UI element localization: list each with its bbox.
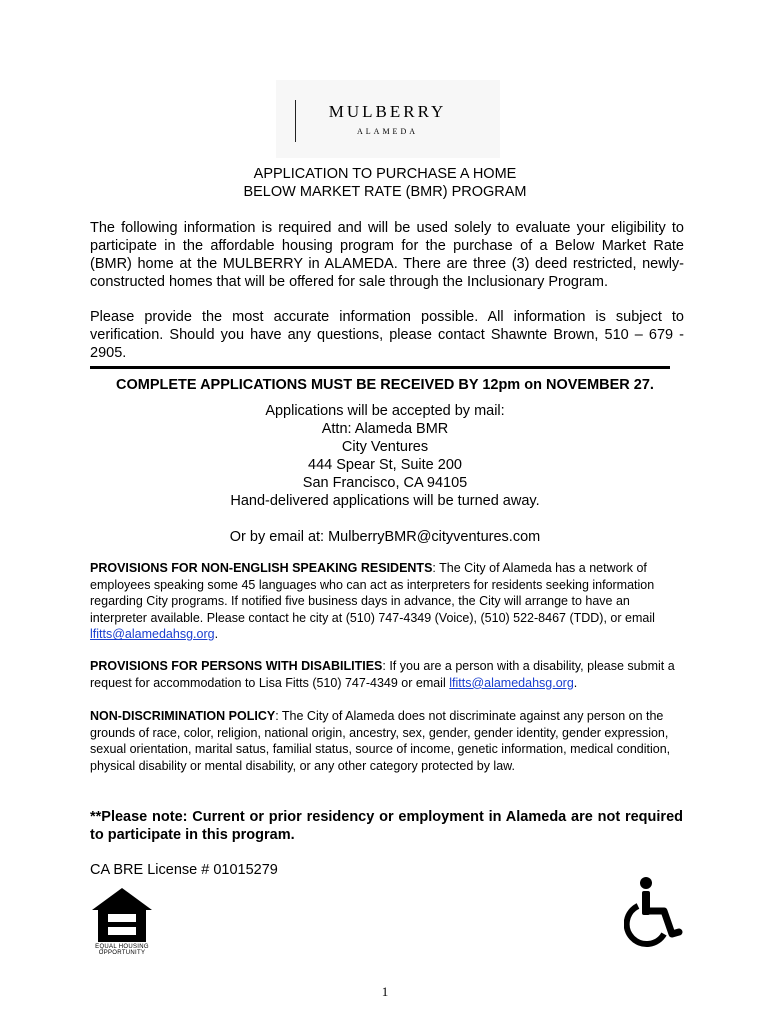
provisions-language-text: : The City of Alameda has a network of employees speaking some 45 languages who can act as interpreters for residents seeking information regarding City programs. If notified five business days in advance, the City will arrange to have an interpreter available. Please contact he city at (510) 747-4349 (Voice), (510) 522-8467 (TDD), or email	[90, 561, 655, 625]
nondiscrimination-text: : The City of Alameda does not discriminate against any person on the grounds of race, color, religion, national origin, ancestry, sex, gender, gender identity, gender expression, sexual orientation, marital satus, familial status, source of income, genetic information, medical condition, physical disability or mental disability, or any other category protected by law.	[90, 709, 671, 773]
logo-name: MULBERRY	[328, 102, 447, 121]
mail-company: City Ventures	[341, 439, 429, 455]
provisions-language-end: .	[214, 627, 219, 642]
provisions-language-email-link[interactable]: lfitts@alamedahsg.org	[90, 627, 215, 642]
provisions-disabilities-end: .	[573, 675, 578, 690]
mail-attn: Attn: Alameda BMR	[321, 421, 449, 437]
nondiscrimination-policy	[90, 708, 680, 774]
license-number: CA BRE License # 01015279	[90, 862, 278, 878]
deadline-notice: COMPLETE APPLICATIONS MUST BE RECEIVED BY 12pm on NOVEMBER 27.	[116, 377, 654, 393]
logo-subtitle: ALAMEDA	[357, 127, 418, 136]
equal-housing-label: EQUAL HOUSING OPPORTUNITY	[95, 944, 149, 956]
provisions-language-heading: PROVISIONS FOR NON-ENGLISH SPEAKING RESIDENTS	[90, 561, 433, 575]
mail-intro: Applications will be accepted by mail:	[265, 403, 505, 419]
verification-paragraph: Please provide the most accurate information possible. All information is subject to verification. Should you have any questions, please contact Shawnte Brown, 510 – 679 - 2905.	[90, 309, 684, 361]
provisions-disabilities-email-link[interactable]: lfitts@alamedahsg.org	[449, 675, 574, 690]
title-line-2: BELOW MARKET RATE (BMR) PROGRAM	[243, 184, 527, 200]
logo-divider	[295, 100, 296, 142]
hand-delivery-notice: Hand-delivered applications will be turned away.	[230, 493, 540, 509]
wheelchair-accessibility-icon	[624, 876, 684, 948]
nondiscrimination-heading: NON-DISCRIMINATION POLICY	[90, 709, 276, 723]
email-instruction: Or by email at: MulberryBMR@cityventures.com	[229, 529, 541, 545]
mail-city: San Francisco, CA 94105	[302, 475, 468, 491]
residency-note: **Please note: Current or prior residency or employment in Alameda are not required to participate in this program.	[90, 809, 683, 843]
mail-street: 444 Spear St, Suite 200	[308, 457, 462, 473]
equal-housing-opportunity-icon	[90, 886, 154, 944]
page-number: 1	[381, 984, 389, 999]
provisions-language	[90, 560, 680, 643]
section-divider	[90, 366, 670, 369]
provisions-disabilities	[90, 658, 680, 691]
provisions-disabilities-text: : If you are a person with a disability, please submit a request for accommodation to Lisa Fitts (510) 747-4349 or email	[90, 659, 675, 690]
intro-paragraph: The following information is required and will be used solely to evaluate your eligibility to participate in the affordable housing program for the purchase of a Below Market Rate (BMR) home at the MULBERRY in ALAMEDA. There are three (3) deed restricted, newly-constructed homes that will be offered for sale through the Inclusionary Program.	[90, 220, 684, 290]
title-line-1: APPLICATION TO PURCHASE A HOME	[253, 166, 517, 182]
provisions-disabilities-heading: PROVISIONS FOR PERSONS WITH DISABILITIES	[90, 659, 383, 673]
